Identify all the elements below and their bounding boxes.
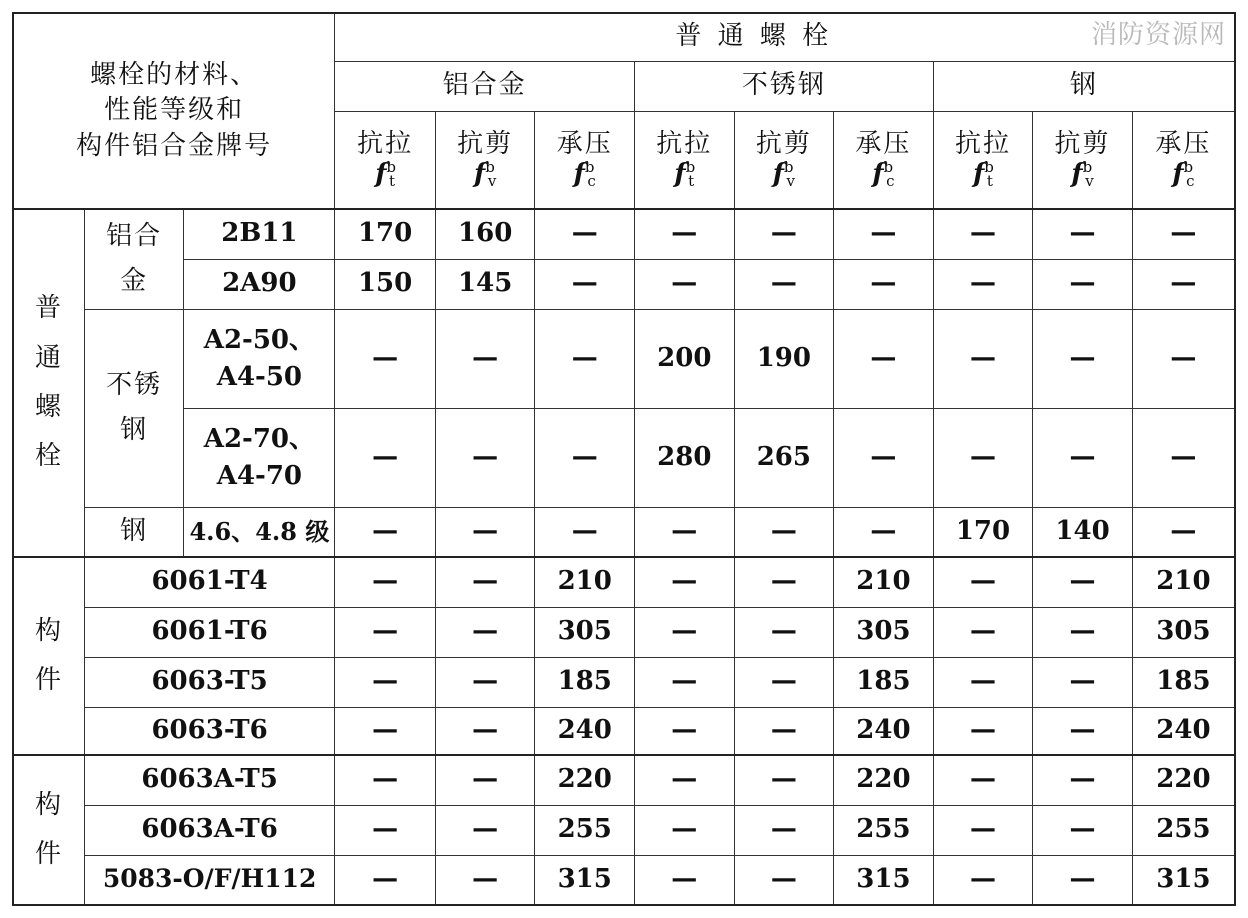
table-row [13, 755, 1235, 805]
value-cell: 200 [635, 309, 735, 408]
value-cell: — [535, 507, 635, 557]
sup-label: b [783, 157, 794, 176]
strength-symbol: f [1071, 158, 1083, 189]
strength-symbol: f [872, 158, 884, 189]
sub-label: t [388, 171, 396, 190]
op-header [834, 111, 934, 209]
value-cell: — [335, 855, 436, 905]
value-cell: — [335, 657, 436, 707]
corner-line-1: 螺栓的材料、 [90, 60, 259, 91]
value-cell: — [435, 657, 535, 707]
value-cell: 315 [1132, 855, 1235, 905]
strength-symbol: f [973, 158, 985, 189]
grade-line: A2-70、 [203, 424, 316, 455]
value-cell: 315 [834, 855, 934, 905]
sub-label: c [886, 171, 895, 190]
op-header [1033, 111, 1133, 209]
table-row [13, 855, 1235, 905]
value-cell: 280 [635, 408, 735, 507]
bolt-material-stainless [84, 309, 184, 507]
value-cell: 315 [535, 855, 635, 905]
op-label: 抗剪 [457, 128, 514, 159]
value-cell: — [1033, 209, 1133, 259]
value-cell: 220 [1132, 755, 1235, 805]
op-label: 抗拉 [954, 128, 1011, 159]
bolts-label-char: 普 [34, 293, 63, 324]
value-cell: — [834, 309, 934, 408]
value-cell: — [933, 707, 1033, 755]
bolts-section-label [13, 209, 84, 557]
strength-symbol: f [674, 158, 686, 189]
op-label: 抗拉 [357, 128, 414, 159]
grade-cell: 6063A-T5 [84, 755, 334, 805]
table-row [13, 259, 1235, 309]
table-row [13, 309, 1235, 408]
value-cell: — [933, 209, 1033, 259]
material-stainless: 不锈钢 [635, 61, 934, 111]
value-cell: — [734, 557, 834, 607]
op-header [535, 111, 635, 209]
grade-cell: 6063A-T6 [84, 805, 334, 855]
value-cell: — [635, 209, 735, 259]
value-cell: — [435, 557, 535, 607]
strength-symbol: f [573, 158, 585, 189]
value-cell: — [335, 607, 436, 657]
grade-cell: 6061-T6 [84, 607, 334, 657]
value-cell: 170 [335, 209, 436, 259]
sub-label: t [688, 171, 695, 190]
value-cell: — [933, 805, 1033, 855]
value-cell: — [834, 408, 934, 507]
bolt-material-line: 金 [120, 266, 149, 297]
value-cell: 185 [535, 657, 635, 707]
sup-label: b [984, 157, 994, 176]
sup-label: b [386, 157, 396, 176]
value-cell: 170 [933, 507, 1033, 557]
op-header [635, 111, 735, 209]
value-cell: — [834, 507, 934, 557]
value-cell: 210 [1132, 557, 1235, 607]
value-cell: — [933, 408, 1033, 507]
value-cell: — [1033, 755, 1133, 805]
corner-line-3: 构件铝合金牌号 [76, 130, 273, 161]
value-cell: — [635, 707, 735, 755]
value-cell: — [535, 408, 635, 507]
value-cell: — [335, 805, 436, 855]
bolts-label-char: 栓 [34, 441, 63, 472]
value-cell: — [834, 209, 934, 259]
value-cell: — [734, 805, 834, 855]
sup-label: b [1082, 157, 1093, 176]
value-cell: — [1033, 408, 1133, 507]
value-cell: — [435, 805, 535, 855]
table-row [13, 209, 1235, 259]
op-label: 抗拉 [656, 128, 713, 159]
value-cell: — [734, 755, 834, 805]
value-cell: — [335, 707, 436, 755]
op-header [335, 111, 436, 209]
value-cell: 210 [535, 557, 635, 607]
grade-line: A4-50 [216, 361, 303, 392]
grade-cell: 5083-O/F/H112 [84, 855, 334, 905]
op-label: 抗剪 [755, 128, 812, 159]
components-section-label-1 [13, 557, 84, 755]
value-cell: — [734, 707, 834, 755]
value-cell: — [1033, 607, 1133, 657]
components-label-char: 件 [34, 665, 63, 695]
grade-line: A4-70 [216, 460, 303, 491]
value-cell: — [635, 755, 735, 805]
grade-cell: 6063-T5 [84, 657, 334, 707]
value-cell: — [1033, 855, 1133, 905]
table-row [13, 557, 1235, 607]
value-cell: — [933, 557, 1033, 607]
value-cell: 190 [734, 309, 834, 408]
value-cell: 265 [734, 408, 834, 507]
grade-cell [184, 408, 335, 507]
grade-cell [184, 309, 335, 408]
value-cell: 305 [535, 607, 635, 657]
bolts-label-char: 通 [34, 342, 63, 373]
op-header [435, 111, 535, 209]
sub-label: c [1186, 171, 1195, 190]
grade-cell: 6063-T6 [84, 707, 334, 755]
value-cell: — [335, 309, 436, 408]
value-cell: — [635, 855, 735, 905]
value-cell: — [933, 657, 1033, 707]
value-cell: — [435, 507, 535, 557]
op-header [1132, 111, 1235, 209]
value-cell: — [734, 259, 834, 309]
value-cell: — [1132, 309, 1235, 408]
value-cell: — [635, 805, 735, 855]
value-cell: — [635, 657, 735, 707]
sub-label: v [786, 171, 795, 190]
value-cell: — [1132, 259, 1235, 309]
strength-symbol: f [1172, 158, 1184, 189]
value-cell: — [535, 209, 635, 259]
value-cell: — [335, 408, 436, 507]
components-section-label-2 [13, 755, 84, 905]
sub-label: t [986, 171, 993, 190]
value-cell: — [933, 855, 1033, 905]
bolts-label-char: 螺 [34, 392, 63, 422]
material-aluminum: 铝合金 [335, 61, 635, 111]
value-cell: 185 [1132, 657, 1235, 707]
op-label: 承压 [1155, 128, 1212, 159]
value-cell: — [1033, 805, 1133, 855]
value-cell: — [435, 309, 535, 408]
components-label-char: 件 [34, 839, 63, 869]
value-cell: — [335, 507, 436, 557]
bolt-material-aluminum [84, 209, 184, 309]
value-cell: — [635, 259, 735, 309]
value-cell: 145 [435, 259, 535, 309]
value-cell: — [335, 557, 436, 607]
grade-line: A2-50、 [203, 325, 316, 356]
value-cell: — [1033, 657, 1133, 707]
grade-cell: 2B11 [184, 209, 335, 259]
value-cell: — [933, 607, 1033, 657]
value-cell: — [1132, 408, 1235, 507]
strength-symbol: f [772, 158, 784, 189]
grade-cell: 4.6、4.8 级 [184, 507, 335, 557]
op-label: 承压 [556, 128, 613, 159]
value-cell: — [834, 259, 934, 309]
value-cell: — [1132, 507, 1235, 557]
value-cell: — [1033, 557, 1133, 607]
components-label-char: 构 [34, 789, 63, 820]
bolt-material-line: 不锈 [106, 369, 163, 400]
value-cell: — [734, 209, 834, 259]
op-label: 承压 [855, 128, 912, 159]
strength-symbol: f [375, 158, 387, 189]
corner-header [13, 13, 335, 209]
material-steel: 钢 [933, 61, 1235, 111]
table-row [13, 607, 1235, 657]
value-cell: — [734, 507, 834, 557]
strength-symbol: f [474, 158, 486, 189]
bolt-strength-table [12, 12, 1236, 906]
op-label: 抗剪 [1054, 128, 1111, 159]
table-row [13, 507, 1235, 557]
value-cell: — [1033, 309, 1133, 408]
value-cell: — [435, 707, 535, 755]
value-cell: — [435, 855, 535, 905]
value-cell: — [535, 259, 635, 309]
sub-label: v [487, 171, 497, 190]
table-row [13, 707, 1235, 755]
table-row [13, 408, 1235, 507]
value-cell: 240 [1132, 707, 1235, 755]
op-header [933, 111, 1033, 209]
sup-label: b [883, 157, 894, 176]
value-cell: — [635, 507, 735, 557]
value-cell: 255 [834, 805, 934, 855]
value-cell: — [635, 607, 735, 657]
table-row [13, 805, 1235, 855]
sup-label: b [685, 157, 696, 176]
table-row [13, 657, 1235, 707]
value-cell: — [933, 309, 1033, 408]
value-cell: — [435, 408, 535, 507]
value-cell: — [933, 755, 1033, 805]
bolt-material-steel: 钢 [84, 507, 184, 557]
value-cell: — [734, 607, 834, 657]
sup-label: b [1183, 157, 1194, 176]
value-cell: — [734, 657, 834, 707]
value-cell: — [435, 755, 535, 805]
value-cell: 255 [1132, 805, 1235, 855]
sup-label: b [485, 157, 495, 176]
value-cell: — [1033, 707, 1133, 755]
value-cell: — [635, 557, 735, 607]
components-label-char: 构 [34, 615, 63, 646]
value-cell: 305 [834, 607, 934, 657]
sub-label: v [1085, 171, 1094, 190]
sup-label: b [584, 157, 595, 176]
bolt-material-line: 钢 [120, 415, 149, 445]
value-cell: 255 [535, 805, 635, 855]
bolt-material-line: 铝合 [106, 220, 163, 251]
grade-cell: 6061-T4 [84, 557, 334, 607]
grade-cell: 2A90 [184, 259, 335, 309]
corner-line-2: 性能等级和 [104, 95, 245, 126]
value-cell: — [535, 309, 635, 408]
value-cell: — [335, 755, 436, 805]
value-cell: 160 [435, 209, 535, 259]
value-cell: — [734, 855, 834, 905]
value-cell: — [435, 607, 535, 657]
value-cell: 305 [1132, 607, 1235, 657]
value-cell: — [1033, 259, 1133, 309]
value-cell: 150 [335, 259, 436, 309]
value-cell: 220 [535, 755, 635, 805]
value-cell: 240 [834, 707, 934, 755]
value-cell: 240 [535, 707, 635, 755]
watermark: 消防资源网 [1090, 20, 1226, 50]
op-header [734, 111, 834, 209]
value-cell: — [933, 259, 1033, 309]
value-cell: 185 [834, 657, 934, 707]
value-cell: — [1132, 209, 1235, 259]
value-cell: 210 [834, 557, 934, 607]
sub-label: c [587, 171, 596, 190]
value-cell: 220 [834, 755, 934, 805]
group-title: 普 通 螺 栓 [335, 13, 1235, 61]
value-cell: 140 [1033, 507, 1133, 557]
